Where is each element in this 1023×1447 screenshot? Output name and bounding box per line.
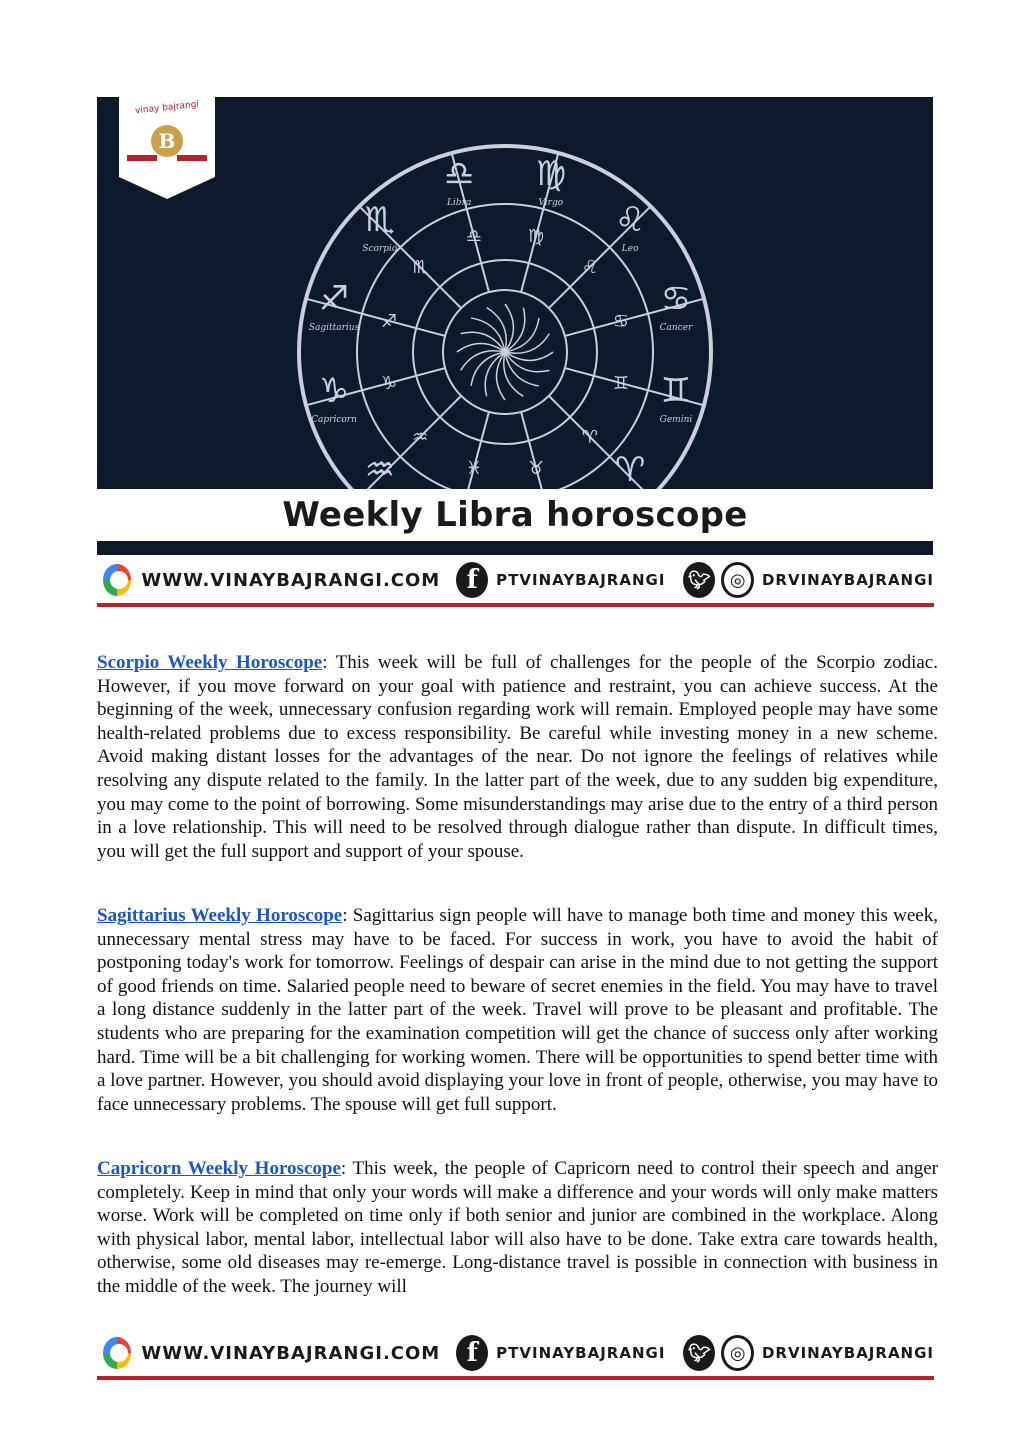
twitter-icon[interactable]: 🐦︎ — [683, 1335, 715, 1371]
sign-label: Capricorn — [311, 414, 357, 425]
facebook-handle[interactable]: PTVINAYBAJRANGI — [496, 571, 666, 589]
sign-figure-icon: ♋ — [660, 279, 692, 320]
google-icon — [103, 1337, 131, 1369]
social-banner-top — [97, 557, 934, 607]
scorpio-heading-link[interactable]: Scorpio Weekly Horoscope — [97, 652, 323, 673]
sign-glyph-icon: ♐ — [381, 310, 398, 332]
sign-glyph-icon: ♑ — [381, 373, 398, 395]
hero-bottom-band — [97, 541, 933, 555]
sign-glyph-icon: ♒ — [412, 426, 429, 448]
sign-glyph-icon: ♎ — [465, 226, 483, 248]
social-handle[interactable]: DRVINAYBAJRANGI — [761, 571, 934, 589]
scorpio-text: : This week will be full of challenges for the people of the Scorpio zodiac. However, if you move forward on your goal with patience and restraint, you can achieve success. At the beginning of the week, unnecessary confusion regarding work will remain. Employed people may have some health-related problems due to excess responsibility. Be careful while investing money in a new scheme. Avoid making distant losses for the advantages of the near. Do not ignore the feelings of relatives while resolving any dispute related to the family. In the latter part of the week, due to any sudden big expenditure, you may come to the point of borrowing. Some misunderstandings may arise due to the entry of a third person in a love relationship. This will need to be resolved through dialogue rather than dispute. In difficult times, you will get the full support and support of your spouse. — [97, 652, 938, 862]
logo-text: vinay bajrangi — [134, 99, 200, 117]
sign-glyph-icon: ♈ — [581, 426, 598, 448]
wheel-center-ray — [471, 352, 505, 386]
sign-figure-icon: ♈ — [614, 450, 646, 489]
sagittarius-text: : Sagittarius sign people will have to manage both time and money this week, unnecessary mental stress may have to be faced. For success in work, you have to avoid the habit of postponing today's work for tomorrow. Feelings of despair can arise in the mind due to not getting the support of good friends on time. Salaried people need to beware of secret enemies in the field. You may have to travel a long distance suddenly in the latter part of the week. Travel will prove to be pleasant and profitable. The students who are preparing for the examination competition will get the chance of success only after working hard. Time will be a bit challenging for working women. There will be opportunities to spend better time with a love partner. However, you should avoid displaying your love in front of people, otherwise, you may have to face unnecessary problems. The spouse will get full support. — [97, 905, 938, 1115]
sign-figure-icon: ♊ — [660, 370, 692, 411]
instagram-icon[interactable]: ◎ — [721, 562, 754, 598]
sign-figure-icon: ♐ — [318, 279, 350, 320]
facebook-icon[interactable]: f — [456, 562, 488, 598]
logo-badge-tip — [119, 177, 215, 199]
sign-label: Virgo — [538, 198, 564, 209]
capricorn-text: : This week, the people of Capricorn need to control their speech and anger completely. Keep in mind that only your words will make a difference and your words will only make matters worse. Work will be completed on time only if both senior and junior are combined in the workplace. Along with physical labor, mental labor, intellectual labor will also have to be done. Take extra care towards health, otherwise, some old diseases may re-emerge. Long-distance travel is possible in connection with business in the middle of the week. The journey will — [97, 1158, 939, 1297]
sign-label: Libra — [447, 198, 472, 209]
wheel-center-ray — [505, 318, 539, 352]
zodiac-wheel — [97, 97, 933, 489]
sign-figure-icon: ♌ — [614, 199, 646, 240]
social-banner-bottom — [97, 1330, 934, 1380]
sign-glyph-icon: ♍ — [527, 226, 545, 248]
sign-figure-icon: ♒ — [364, 450, 396, 489]
social-handle[interactable]: DRVINAYBAJRANGI — [761, 1344, 934, 1362]
logo-wing-left — [127, 155, 157, 161]
hero-title-band — [97, 489, 933, 541]
sign-glyph-icon: ♌ — [581, 257, 598, 279]
sign-label: Gemini — [659, 414, 693, 425]
hero-image — [97, 97, 933, 555]
sign-label: Leo — [621, 243, 639, 254]
wheel-ring — [357, 204, 653, 489]
website-link[interactable]: WWW.VINAYBAJRANGI.COM — [141, 1342, 441, 1364]
sign-glyph-icon: ♉ — [527, 457, 545, 479]
facebook-icon[interactable]: f — [456, 1335, 488, 1371]
sign-figure-icon: ♎ — [443, 154, 475, 195]
sign-glyph-icon: ♊ — [612, 373, 629, 395]
sign-glyph-icon: ♏ — [412, 257, 429, 279]
sign-figure-icon: ♑ — [318, 370, 350, 411]
google-icon — [103, 564, 131, 596]
scorpio-section — [97, 651, 938, 863]
sign-glyph-icon: ♋ — [612, 310, 629, 332]
sagittarius-section — [97, 904, 938, 1116]
instagram-icon[interactable]: ◎ — [721, 1335, 754, 1371]
twitter-icon[interactable]: 🐦︎ — [683, 562, 715, 598]
facebook-handle[interactable]: PTVINAYBAJRANGI — [496, 1344, 666, 1362]
sign-label: Sagittarius — [308, 323, 360, 334]
sign-figure-icon: ♍ — [535, 154, 567, 195]
logo-mark: B — [151, 125, 183, 157]
sign-label: Scorpio — [362, 243, 398, 254]
sign-figure-icon: ♏ — [364, 199, 396, 240]
capricorn-heading-link[interactable]: Capricorn Weekly Horoscope — [97, 1158, 341, 1179]
logo-wing-right — [177, 155, 207, 161]
sagittarius-heading-link[interactable]: Sagittarius Weekly Horoscope — [97, 905, 343, 926]
wheel-center-ray — [471, 318, 505, 352]
sign-label: Cancer — [659, 323, 693, 334]
hero-title: Weekly Libra horoscope — [282, 495, 748, 535]
sign-glyph-icon: ♓ — [465, 457, 483, 479]
wheel-center-ray — [505, 352, 539, 386]
website-link[interactable]: WWW.VINAYBAJRANGI.COM — [141, 569, 441, 591]
capricorn-section — [97, 1157, 938, 1299]
